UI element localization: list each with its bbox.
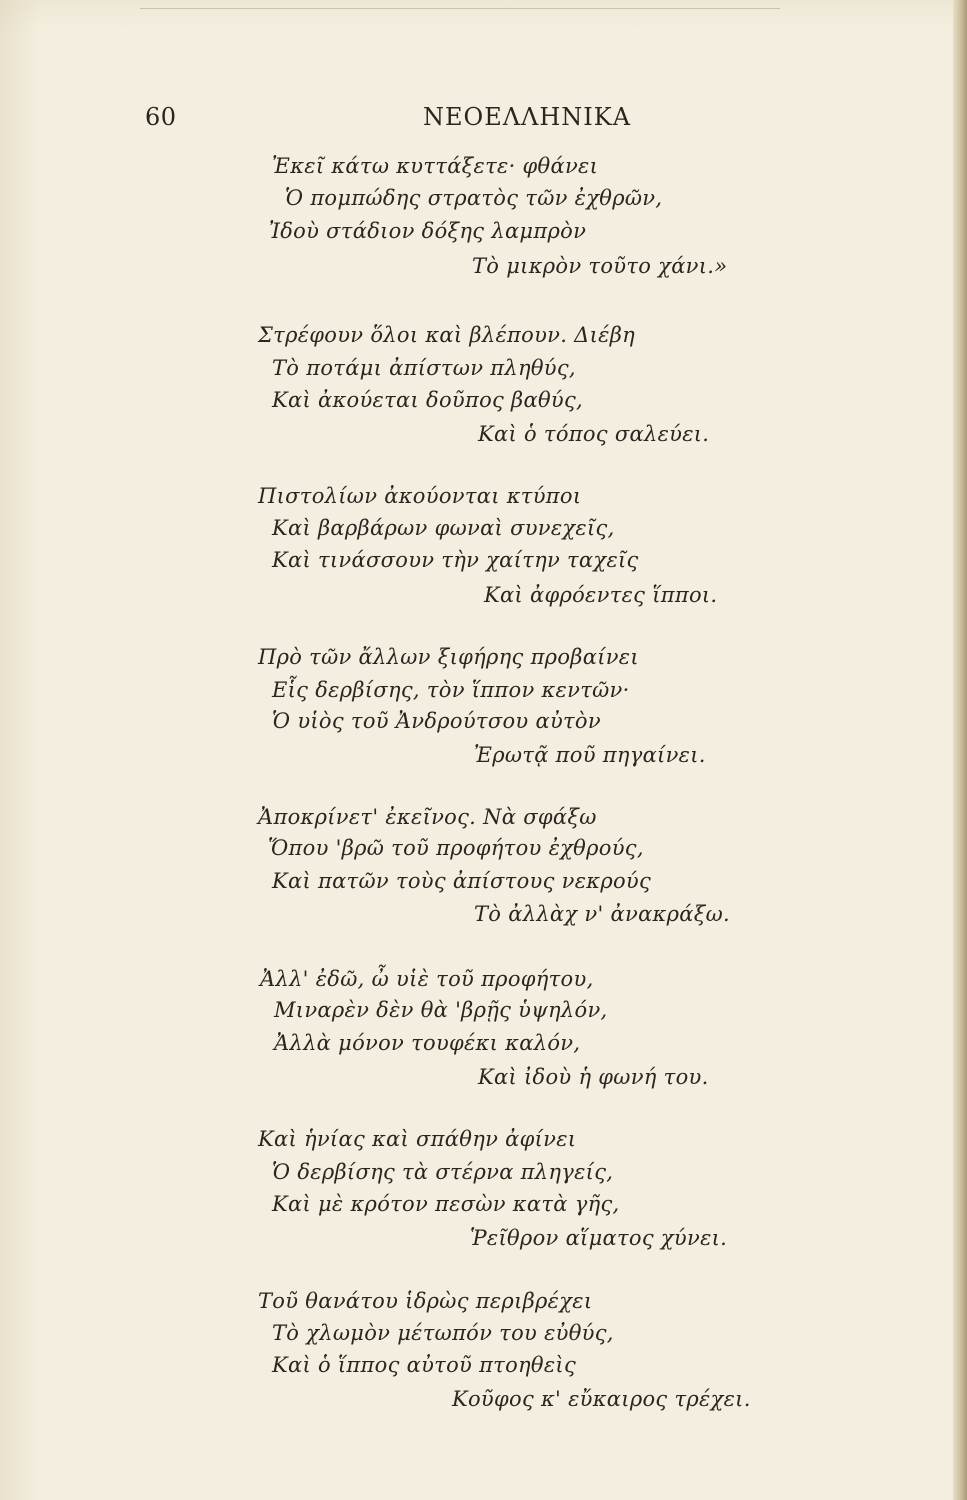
- verse-line: Τὸ ἀλλὰχ ν' ἀνακράξω.: [474, 902, 731, 926]
- running-title: ΝΕΟΕΛΛΗΝΙΚΑ: [423, 103, 632, 131]
- verse-line: Ὅπου 'βρῶ τοῦ προφήτου ἐχθρούς,: [268, 836, 644, 860]
- verse-line: Καὶ τινάσσουν τὴν χαίτην ταχεῖς: [272, 548, 639, 572]
- verse-line: Στρέφουν ὅλοι καὶ βλέπουν. Διέβη: [258, 323, 636, 347]
- verse-line: Τὸ χλωμὸν μέτωπόν του εὐθύς,: [272, 1321, 614, 1345]
- verse-line: Ὁ δερβίσης τὰ στέρνα πληγείς,: [272, 1160, 614, 1184]
- verse-line: Ἐκεῖ κάτω κυττάξετε· φθάνει: [272, 154, 599, 178]
- verse-line: Κοῦφος κ' εὔκαιρος τρέχει.: [452, 1387, 751, 1411]
- verse-line: Καὶ ὁ ἵππος αὐτοῦ πτοηθεὶς: [272, 1353, 577, 1377]
- verse-line: Καὶ μὲ κρότον πεσὼν κατὰ γῆς,: [272, 1192, 620, 1216]
- verse-line: Τοῦ θανάτου ἱδρὼς περιβρέχει: [258, 1289, 593, 1313]
- verse-line: Ἐρωτᾷ ποῦ πηγαίνει.: [474, 743, 706, 767]
- verse-line: Ὁ υἱὸς τοῦ Ἀνδρούτσου αὐτὸν: [272, 709, 601, 733]
- verse-line: Εἷς δερβίσης, τὸν ἵππον κεντῶν·: [272, 678, 630, 702]
- verse-line: Καὶ ἀφρόεντες ἵπποι.: [484, 583, 718, 607]
- verse-line: Ὁ πομπώδης στρατὸς τῶν ἐχθρῶν,: [285, 186, 663, 210]
- page-number: 60: [145, 103, 177, 131]
- verse-line: Καὶ ἡνίας καὶ σπάθην ἀφίνει: [258, 1127, 577, 1151]
- verse-line: Καὶ βαρβάρων φωναὶ συνεχεῖς,: [272, 516, 615, 540]
- verse-line: Καὶ ἀκούεται δοῦπος βαθύς,: [272, 388, 584, 412]
- verse-line: Καὶ πατῶν τοὺς ἀπίστους νεκρούς: [272, 869, 652, 893]
- page-edge-shadow: [953, 0, 967, 1500]
- top-edge-rule: [140, 8, 780, 9]
- verse-line: Πρὸ τῶν ἄλλων ξιφήρης προβαίνει: [258, 645, 639, 669]
- verse-line: Πιστολίων ἀκούονται κτύποι: [258, 484, 582, 508]
- verse-line: Καὶ ἰδοὺ ἡ φωνή του.: [478, 1065, 709, 1089]
- verse-line: Μιναρὲν δὲν θὰ 'βρῇς ὑψηλόν,: [274, 998, 608, 1022]
- verse-line: Ῥεῖθρον αἵματος χύνει.: [470, 1226, 728, 1250]
- verse-line: Ἰδοὺ στάδιον δόξης λαμπρὸν: [269, 219, 587, 243]
- verse-line: Ἀλλὰ μόνον τουφέκι καλόν,: [274, 1031, 581, 1055]
- verse-line: Τὸ μικρὸν τοῦτο χάνι.»: [472, 254, 728, 278]
- verse-line: Ἀλλ' ἐδῶ, ὦ υἱὲ τοῦ προφήτου,: [260, 967, 594, 991]
- verse-line: Ἀποκρίνετ' ἐκεῖνος. Νὰ σφάξω: [258, 805, 597, 829]
- verse-line: Τὸ ποτάμι ἀπίστων πληθύς,: [272, 356, 576, 380]
- verse-line: Καὶ ὁ τόπος σαλεύει.: [478, 422, 710, 446]
